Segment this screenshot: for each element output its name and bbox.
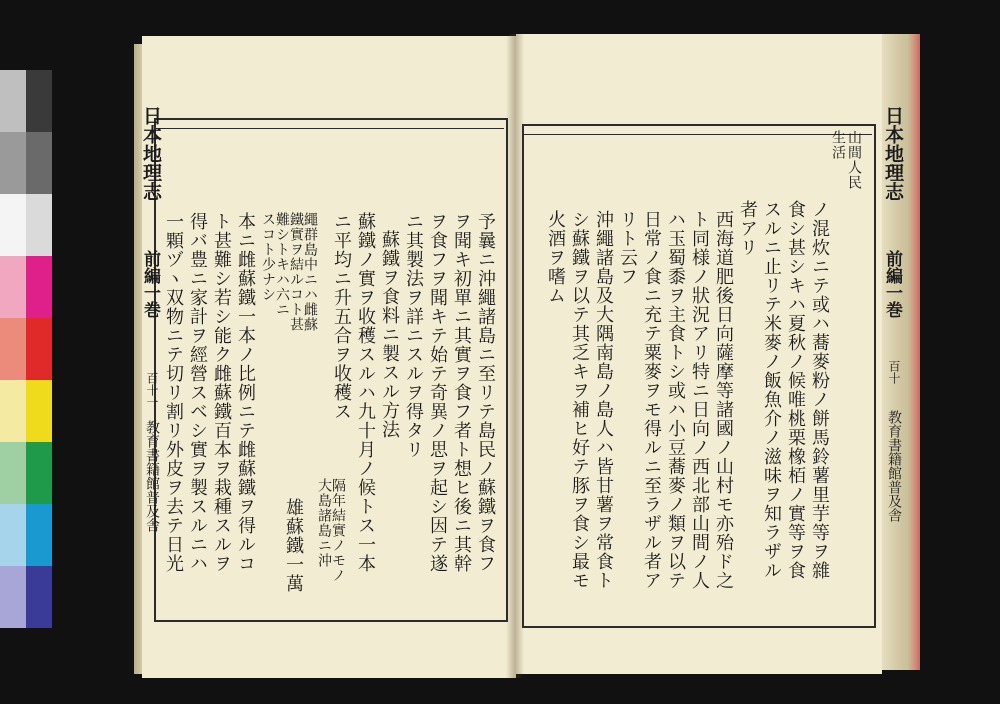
left-col-10: 本ニ雌蘇鐵一本ノ比例ニテ雌蘇鐵ヲ得ルコ <box>235 212 256 573</box>
left-col-6: 蘇鐵ノ實ヲ收穫スルハ九十月ノ候トス一本 <box>355 212 376 573</box>
right-col-6: ト同様ノ狀況アリ特ニ日向ノ西北部山間ノ人 <box>689 210 710 590</box>
right-col-2: 食シ甚シキハ夏秋ノ候唯桃栗橡栢ノ實等ヲ食 <box>785 200 806 580</box>
right-col-11: シ蘇鐵ヲ以テ其乏キヲ補ヒ好テ豚ヲ食シ最モ <box>569 210 590 590</box>
right-page-number: 百十 <box>887 360 901 384</box>
right-spine-volume: 前編一巻 <box>882 250 902 318</box>
swatch-cyan <box>26 504 52 566</box>
left-col-8-note-b: 鐵實ヲ結ルコト甚 <box>288 212 304 332</box>
swatch-red <box>26 318 52 380</box>
right-col-4: 者アリ <box>737 200 758 257</box>
right-col-7: ハ玉蜀黍ヲ主食トシ或ハ小豆蕎麥ノ類ヲ以テ <box>665 210 686 590</box>
swatch-lightyellow <box>0 380 26 442</box>
left-col-7-main: ニ平均ニ升五合ヲ收穫ス <box>331 212 352 421</box>
swatch-yellow <box>26 380 52 442</box>
right-spine-title: 日本地理志 <box>882 106 904 201</box>
right-col-10: 沖繩諸島及大隅南島ノ島人ハ皆甘薯ヲ常食ト <box>593 210 614 590</box>
right-page-header-rule <box>522 134 872 135</box>
left-page-header-rule <box>154 128 504 129</box>
swatch-salmon <box>0 318 26 380</box>
left-col-1: 予曩ニ沖繩諸島ニ至リテ島民ノ蘇鐵ヲ食フ <box>475 212 496 573</box>
swatch-green <box>26 442 52 504</box>
left-col-3: ヲ食フヲ聞キテ始テ奇異ノ思ヲ起シ因テ遂 <box>427 212 448 573</box>
left-col-7-note-a: 隔年結實ノモノ <box>330 478 346 583</box>
swatch-magenta <box>26 256 52 318</box>
left-col-8-note-a: 繩群島中ニハ雌蘇 <box>302 212 318 332</box>
right-col-5: 西海道肥後日向薩摩等諸國ノ山村モ亦殆ド之 <box>713 210 734 590</box>
right-col-3: スルニ止リテ米麥ノ飯魚介ノ滋味ヲ知ラザル <box>761 200 782 580</box>
left-col-12: 得バ豊ニ家計ヲ經營スベシ實ヲ製スルニハ <box>187 212 208 573</box>
left-publisher: 教育書籍館普及舎 <box>144 420 160 532</box>
left-col-7-note-b: 大島諸島ニ沖 <box>316 478 332 568</box>
left-col-8-tail: 雄蘇鐵一萬 <box>283 498 304 593</box>
swatch-lavender <box>0 566 26 628</box>
color-calibration-chart <box>0 70 52 630</box>
right-gloss-line-1: 山間人民 <box>846 130 862 190</box>
left-col-4: ニ其製法ヲ詳ニスルヲ得タリ <box>403 212 424 459</box>
swatch-gray-2 <box>26 70 52 132</box>
left-col-2: ヲ聞キ初單ニ其實ヲ食フ者ト想ヒ後ニ其幹 <box>451 212 472 573</box>
right-col-12: 火酒ヲ嗜ム <box>545 210 566 305</box>
left-col-11: ト甚難シ若シ能ク雌蘇鐵百本ヲ栽種スルヲ <box>211 212 232 573</box>
right-col-9: リト云フ <box>617 210 638 286</box>
swatch-lightgreen <box>0 442 26 504</box>
gutter-shadow <box>506 34 524 678</box>
right-gloss-line-2: 生活 <box>830 130 846 160</box>
left-page-number: 百十一 <box>145 372 159 408</box>
swatch-white <box>0 194 26 256</box>
left-spine-title: 日本地理志 <box>140 106 162 201</box>
swatch-gray-4 <box>26 132 52 194</box>
left-col-5: 蘇鐵ヲ食料ニ製スル方法 <box>379 230 400 439</box>
swatch-pink <box>0 256 26 318</box>
swatch-blue <box>26 566 52 628</box>
swatch-gray-3 <box>0 132 26 194</box>
left-col-9-note-b: スコト少ナシ <box>260 212 276 302</box>
right-publisher: 教育書籍館普及舎 <box>886 410 902 522</box>
right-col-1: ノ混炊ニテ或ハ蕎麥粉ノ餅馬鈴薯里芋等ヲ雜 <box>809 200 830 580</box>
left-spine-volume: 前編一巻 <box>140 250 160 318</box>
swatch-lightcyan <box>0 504 26 566</box>
left-col-13: 一顆ヅヽ双物ニテ切リ割リ外皮ヲ去テ日光 <box>163 212 184 573</box>
left-col-9-note-a: 難シトキハ六ニ <box>274 212 290 317</box>
swatch-gray-1 <box>0 70 26 132</box>
swatch-lightgray <box>26 194 52 256</box>
right-col-8: 日常ノ食ニ充テ粟麥ヲモ得ルニ至ラザル者ア <box>641 210 662 590</box>
